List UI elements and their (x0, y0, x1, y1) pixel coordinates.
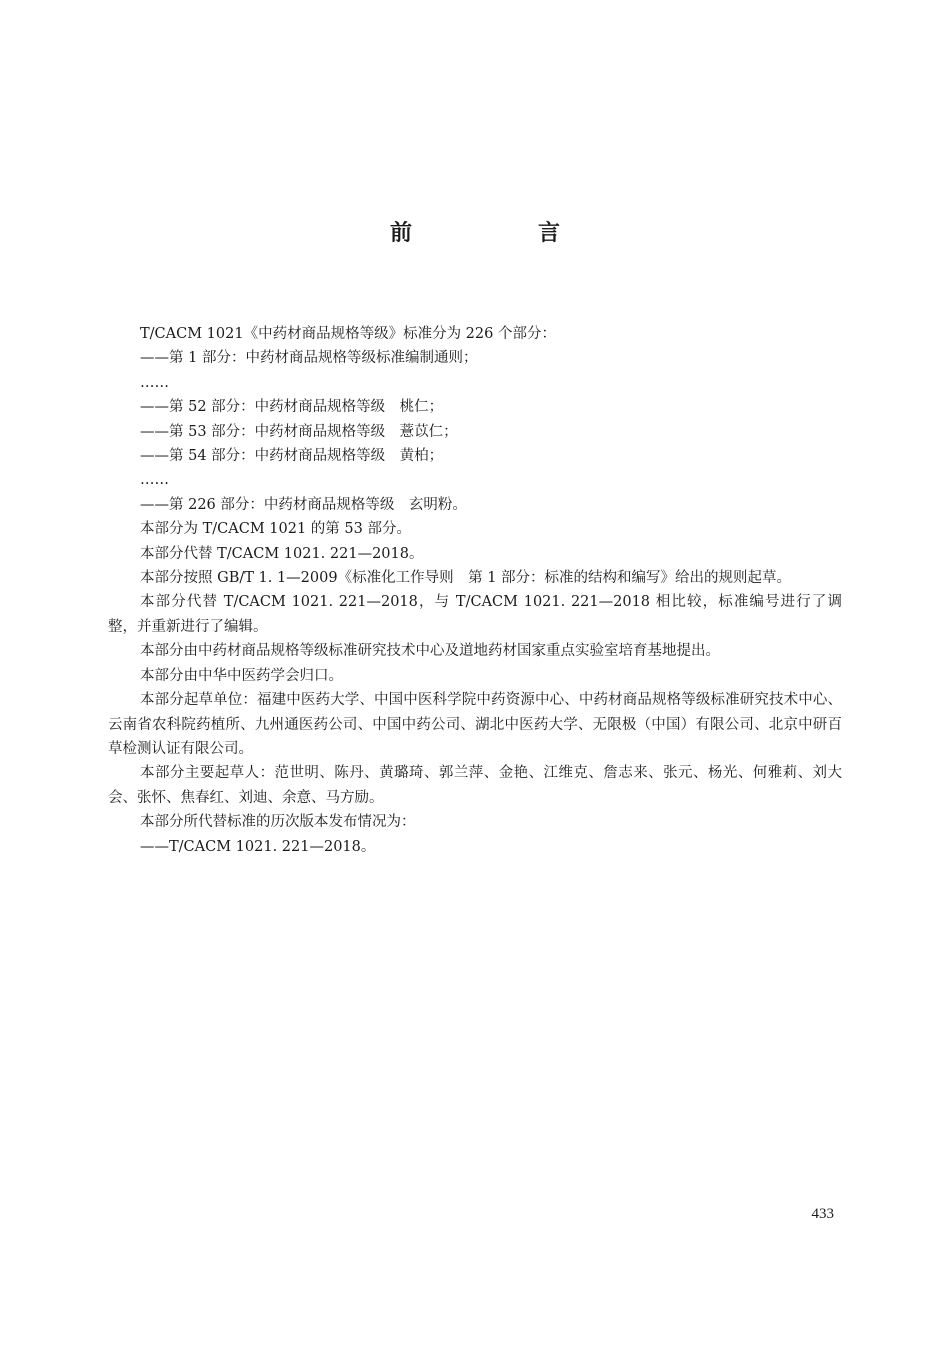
part-list-item: ——第 53 部分：中药材商品规格等级 薏苡仁； (140, 423, 458, 440)
part-list-item: ——第 1 部分：中药材商品规格等级标准编制通则； (140, 350, 478, 367)
part-list-item: ——第 54 部分：中药材商品规格等级 黄柏； (140, 448, 444, 465)
history-heading: 本部分所代替标准的历次版本发布情况为： (140, 814, 416, 831)
history-item: ——T/CACM 1021. 221—2018。 (140, 838, 376, 855)
ellipsis-line: …… (140, 374, 169, 391)
drafters-paragraph: 本部分主要起草人：范世明、陈丹、黄璐琦、郭兰萍、金艳、江维克、詹志来、张元、杨光、何雅莉、刘大会、张怀、焦春红、刘迪、余意、马方励。 (108, 765, 842, 806)
part-statement: 本部分为 T/CACM 1021 的第 53 部分。 (140, 521, 411, 538)
drafting-units-paragraph: 本部分起草单位：福建中医药大学、中国中医科学院中药资源中心、中药材商品规格等级标准研究技术中心、云南省农科院药植所、九州通医药公司、中国中药公司、湖北中医药大学、无限极（中国）有限公司、北京中研百草检测认证有限公司。 (108, 692, 842, 757)
centralized-paragraph: 本部分由中华中医药学会归口。 (140, 667, 343, 684)
proposer-paragraph: 本部分由中药材商品规格等级标准研究技术中心及道地药材国家重点实验室培育基地提出。 (140, 643, 720, 660)
changes-paragraph: 本部分代替 T/CACM 1021. 221—2018，与 T/CACM 1021. 221—2018 相比较，标准编号进行了调整，并重新进行了编辑。 (108, 594, 842, 635)
replacement-statement: 本部分代替 T/CACM 1021. 221—2018。 (140, 545, 424, 562)
drafting-rules-paragraph: 本部分按照 GB/T 1. 1—2009《标准化工作导则 第 1 部分：标准的结构和编写》给出的规则起草。 (140, 570, 792, 587)
ellipsis-line: …… (140, 472, 169, 489)
intro-line: T/CACM 1021《中药材商品规格等级》标准分为 226 个部分： (140, 326, 556, 342)
document-body (108, 322, 842, 859)
part-list-item: ——第 226 部分：中药材商品规格等级 玄明粉。 (140, 496, 467, 513)
page-title: 前 言 (389, 221, 612, 246)
page-number: 433 (811, 1206, 834, 1222)
part-list-item: ——第 52 部分：中药材商品规格等级 桃仁； (140, 399, 444, 416)
